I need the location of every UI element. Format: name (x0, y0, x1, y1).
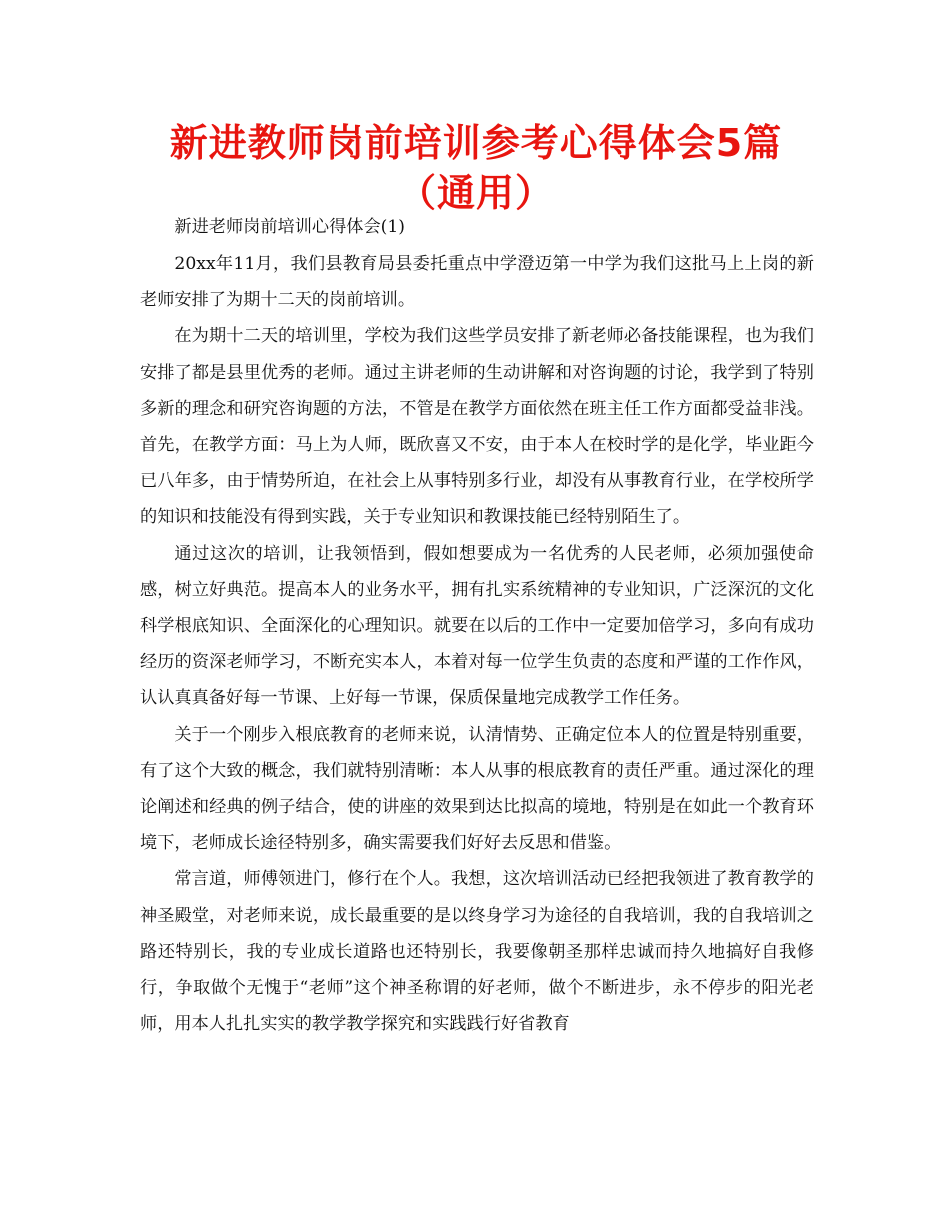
section-heading: 新进老师岗前培训心得体会(1) (174, 217, 405, 237)
document-title: 新进教师岗前培训参考心得体会5篇（通用） (169, 121, 783, 215)
paragraph: 在为期十二天的培训里，学校为我们这些学员安排了新老师必备技能课程，也为我们安排了都是县里优秀的老师。通过主讲老师的生动讲解和对咨询题的讨论，我学到了特别多新的理念和研究咨询题的方法，不管是在教学方面依然在班主任工作方面都受益非浅。首先，在教学方面：马上为人师，既欣喜又不安，由于本人在校时学的是化学，毕业距今已八年多，由于情势所迫，在社会上从事特别多行业，却没有从事教育行业，在学校所学的知识和技能没有得到实践，关于专业知识和教课技能已经特别陌生了。 (140, 326, 814, 528)
paragraph: 关于一个刚步入根底教育的老师来说，认清情势、正确定位本人的位置是特别重要，有了这个大致的概念，我们就特别清晰：本人从事的根底教育的责任严重。通过深化的理论阐述和经典的例子结合，使的讲座的效果到达比拟高的境地，特别是在如此一个教育环境下，老师成长途径特别多，确实需要我们好好去反思和借鉴。 (140, 724, 814, 854)
document-body (140, 208, 814, 1042)
paragraph: 常言道，师傅领进门，修行在个人。我想，这次培训活动已经把我领进了教育教学的神圣殿堂，对老师来说，成长最重要的是以终身学习为途径的自我培训，我的自我培训之路还特别长，我的专业成长道路也还特别长，我要像朝圣那样忠诚而持久地搞好自我修行，争取做个无愧于“老师”这个神圣称谓的好老师，做个不断进步，永不停步的阳光老师，用本人扎扎实实的教学教学探究和实践践行好省教育 (140, 869, 814, 1035)
paragraph: 通过这次的培训，让我领悟到，假如想要成为一名优秀的人民老师，必须加强使命感，树立好典范。提高本人的业务水平，拥有扎实系统精神的专业知识，广泛深沉的文化科学根底知识、全面深化的心理知识。就要在以后的工作中一定要加倍学习，多向有成功经历的资深老师学习，不断充实本人，本着对每一位学生负责的态度和严谨的工作作风，认认真真备好每一节课、上好每一节课，保质保量地完成教学工作任务。 (140, 543, 814, 709)
paragraph: 20xx年11月，我们县教育局县委托重点中学澄迈第一中学为我们这批马上上岗的新老师安排了为期十二天的岗前培训。 (140, 254, 814, 311)
